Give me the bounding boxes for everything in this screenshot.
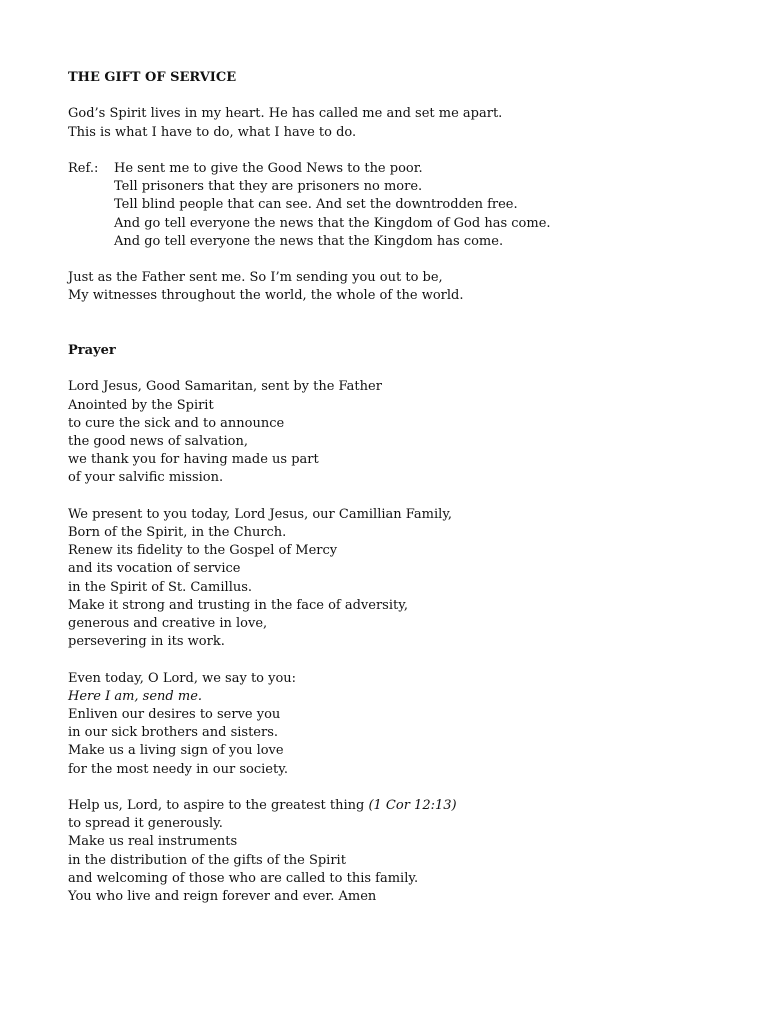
- prayer-line: in the Spirit of St. Camillus.: [68, 579, 253, 595]
- prayer-line: of your salvific mission.: [68, 470, 224, 486]
- scripture-reference: (1 Cor 12:13): [368, 798, 457, 813]
- prayer-line: the good news of salvation,: [68, 433, 249, 449]
- prayer-line: [68, 797, 748, 815]
- verse-line: Just as the Father sent me. So I’m sending you out to be,: [68, 270, 443, 286]
- prayer-line: and its vocation of service: [68, 561, 241, 577]
- refrain-line: And go tell everyone the news that the Kingdom of God has come.: [114, 215, 551, 231]
- prayer-line: generous and creative in love,: [68, 616, 268, 631]
- hymn-verse-1: [68, 105, 748, 141]
- prayer-line: Even today, O Lord, we say to you:: [68, 670, 297, 686]
- prayer-line: Anointed by the Spirit: [68, 397, 214, 413]
- prayer-stanza-1: [68, 378, 748, 487]
- prayer-line: persevering in its work.: [68, 634, 225, 650]
- prayer-line: You who live and reign forever and ever. Amen: [68, 889, 377, 905]
- refrain-line: He sent me to give the Good News to the poor.: [114, 160, 423, 176]
- prayer-line: Make us real instruments: [68, 834, 238, 850]
- refrain-line: Tell blind people that can see. And set the downtrodden free.: [114, 197, 518, 213]
- prayer-line: in the distribution of the gifts of the Spirit: [68, 852, 346, 868]
- hymn-title: THE GIFT OF SERVICE: [68, 70, 237, 85]
- refrain-label: Ref.:: [68, 160, 99, 176]
- prayer-line: to spread it generously.: [68, 816, 223, 832]
- prayer-line: Make it strong and trusting in the face of adversity,: [68, 597, 408, 613]
- prayer-line: we thank you for having made us part: [68, 452, 319, 468]
- refrain-line: Tell prisoners that they are prisoners no more.: [114, 179, 423, 195]
- prayer-line: for the most needy in our society.: [68, 761, 288, 777]
- refrain-line: And go tell everyone the news that the Kingdom has come.: [114, 233, 504, 249]
- prayer-line: in our sick brothers and sisters.: [68, 725, 279, 741]
- prayer-line: Enliven our desires to serve you: [68, 707, 281, 722]
- verse-line: God’s Spirit lives in my heart. He has called me and set me apart.: [68, 106, 503, 122]
- prayer-stanza-4: [68, 797, 748, 906]
- prayer-stanza-2: [68, 506, 748, 652]
- hymn-refrain: [68, 160, 748, 251]
- verse-line: My witnesses throughout the world, the whole of the world.: [68, 288, 464, 304]
- prayer-stanza-3: [68, 670, 748, 779]
- prayer-line: to cure the sick and to announce: [68, 415, 285, 431]
- verse-line: This is what I have to do, what I have to do.: [68, 124, 357, 140]
- prayer-heading: Prayer: [68, 342, 116, 358]
- prayer-line-italic: Here I am, send me.: [68, 688, 203, 704]
- hymn-verse-2: [68, 269, 748, 305]
- prayer-line: We present to you today, Lord Jesus, our Camillian Family,: [68, 506, 453, 522]
- prayer-line-text: Help us, Lord, to aspire to the greatest thing: [68, 798, 369, 813]
- prayer-line: Lord Jesus, Good Samaritan, sent by the Father: [68, 379, 382, 395]
- document-page: [68, 69, 748, 906]
- prayer-line: and welcoming of those who are called to this family.: [68, 870, 419, 886]
- prayer-line: Born of the Spirit, in the Church.: [68, 524, 287, 540]
- prayer-line: Make us a living sign of you love: [68, 743, 284, 759]
- prayer-line: Renew its fidelity to the Gospel of Mercy: [68, 543, 338, 559]
